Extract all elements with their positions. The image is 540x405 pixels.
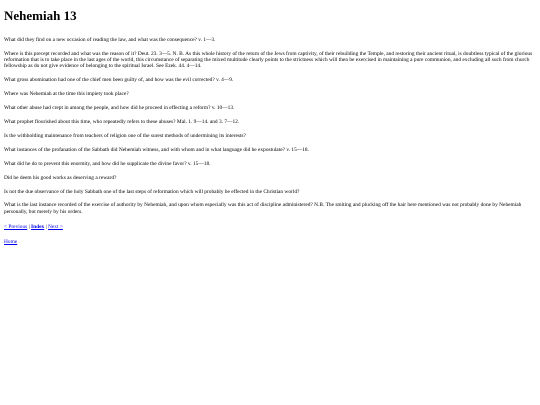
- question: What did he do to prevent this enormity, and how did he supplicate the divine favor? v. 15—18.: [4, 160, 211, 167]
- question: Where was Nehemiah at the time this impiety took place?: [4, 91, 129, 98]
- page-title: Nehemiah 13: [4, 8, 77, 23]
- question: Did he deem his good works as deserving a reward?: [4, 174, 117, 181]
- question: What prophet flourished about this time, who repeatedly refers to these abuses? Mal. 1. 9—14. and 3. 7—12.: [4, 119, 240, 126]
- question: What instances of the profanation of the Sabbath did Nehemiah witness, and with whom and in what language did he expostulate? v. 15—18.: [4, 146, 309, 153]
- previous-link[interactable]: < Previous: [4, 223, 28, 230]
- nav-separator: |: [44, 223, 49, 230]
- nav-separator: |: [27, 223, 32, 230]
- home-link[interactable]: Home: [4, 239, 18, 246]
- question: What gross abomination had one of the chief men been guilty of, and how was the evil corrected? v. 4—9.: [4, 77, 234, 84]
- chapter-navigation: [4, 224, 536, 230]
- home-row: [4, 239, 536, 245]
- question: Is the withholding maintenance from teachers of religion one of the surest methods of undermining its interests?: [4, 132, 246, 139]
- next-link[interactable]: Next >: [48, 223, 63, 230]
- question: Is not the due observance of the holy Sabbath one of the last steps of reformation which will probably be effected in the Christian world?: [4, 188, 300, 195]
- question: Where is this precept recorded and what was the reason of it? Deut. 23. 3—5. N. B. As this whole history of the return of the Jews from captivity, of their rebuilding the Temple, and restoring their ancient ritual, is doubtless typical of the glorious reformation that is to take place in the last ages of the world, this circumstance of separating the mixed multitude clearly points to the strictness which will then be exercised in maintaining a pure communion, and excluding all such from church fellowship as do not give evidence of belonging to the spiritual Israel. See Ezek. 44. 4—14.: [4, 50, 533, 70]
- question: What is the last instance recorded of the exercise of authority by Nehemiah, and upon whom especially was this act of discipline administered? N.B. The smiting and plucking off the hair here mentioned was not probably done by Nehemiah personally, but merely by his orders.: [4, 202, 522, 215]
- question: What other abuse had crept in among the people, and how did he proceed in effecting a reform? v. 10—13.: [4, 105, 235, 112]
- question: What did they find on a new occasion of reading the law, and what was the consequence? v. 1—3.: [4, 37, 216, 43]
- index-link[interactable]: Index: [31, 223, 45, 230]
